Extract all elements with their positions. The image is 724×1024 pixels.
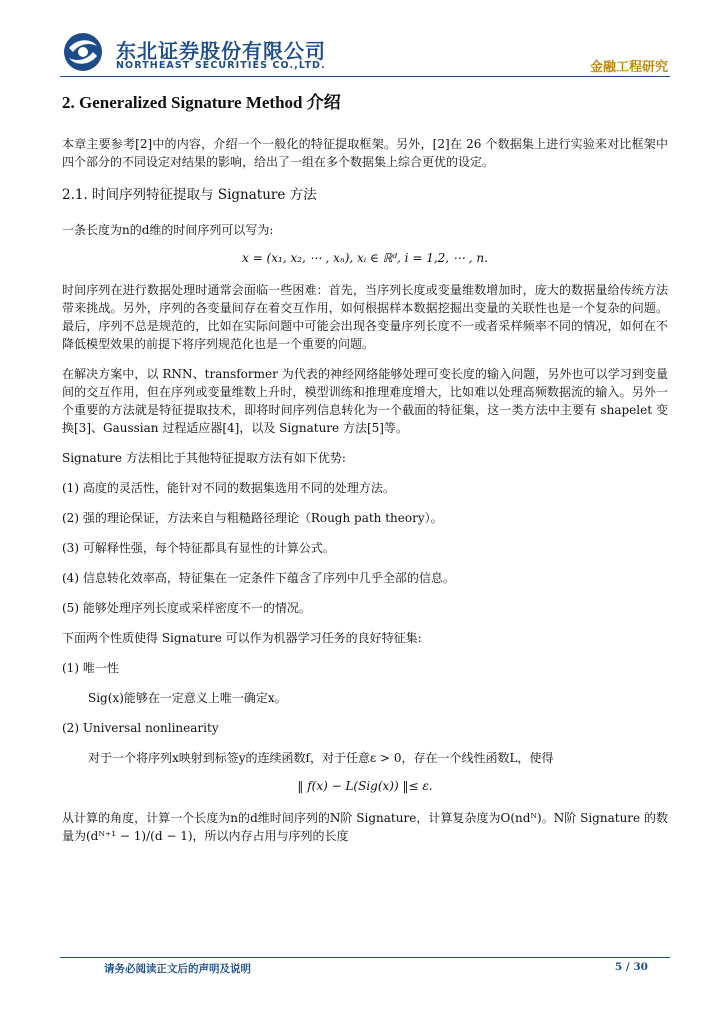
list-item: (4) 信息转化效率高，特征集在一定条件下蕴含了序列中几乎全部的信息。 xyxy=(62,571,455,585)
list-item: (5) 能够处理序列长度或采样密度不一的情况。 xyxy=(62,601,311,615)
footer-divider xyxy=(60,957,670,958)
property-2-title: (2) Universal nonlinearity xyxy=(62,721,219,735)
subsection-title: 2.1. 时间序列特征提取与 Signature 方法 xyxy=(62,187,317,203)
formula-approximation: ‖ f(x) − L(Sig(x)) ‖≤ ε. xyxy=(297,779,433,793)
company-name-en: NORTHEAST SECURITIES CO.,LTD. xyxy=(116,60,326,71)
page-header xyxy=(60,30,670,76)
intro-paragraph: 本章主要参考[2]中的内容，介绍一个一般化的特征提取框架。另外，[2]在 26 个数据集上进行实验来对比框架中四个部分的不同设定对结果的影响，给出了一组在多个数据集上综合更优的设定。 xyxy=(62,137,668,169)
paragraph-2: 时间序列在进行数据处理时通常会面临一些困难：首先，当序列长度或变量维数增加时，庞大的数据量给传统方法带来挑战。另外，序列的各变量间存在着交互作用，如何根据样本数据挖掘出变量的关联性也是一个复杂的问题。最后，序列不总是规范的，比如在实际问题中可能会出现各变量序列长度不一或者采样频率不同的情况，如何在不降低模型效果的前提下将序列规范化也是一个重要的问题。 xyxy=(62,283,668,351)
paragraph-5: 下面两个性质使得 Signature 可以作为机器学习任务的良好特征集: xyxy=(62,631,422,645)
list-item: (2) 强的理论保证，方法来自与粗糙路径理论（Rough path theory）。 xyxy=(62,511,443,525)
paragraph-6: 从计算的角度，计算一个长度为n的d维时间序列的N阶 Signature，计算复杂度为O(ndᴺ)。N阶 Signature 的数量为(dᴺ⁺¹ − 1)/(d − 1)，所以内存占用与序列的长度 xyxy=(62,811,668,843)
paragraph-3: 在解决方案中，以 RNN、transformer 为代表的神经网络能够处理可变长度的输入问题，另外也可以学习到变量间的交互作用，但在序列或变量维数上升时，模型训练和推理难度增大，比如难以处理高频数据流的输入。另外一个重要的方法就是特征提取技术，即将时间序列信息转化为一个截面的特征集，这一类方法中主要有 shapelet 变换[3]、Gaussian 过程适应器[4]，以及 Signature 方法[5]等。 xyxy=(62,367,668,435)
formula-sequence: x = (x₁, x₂, ⋯ , xₙ), xᵢ ∈ ℝᵈ, i = 1,2, ⋯ , n. xyxy=(242,251,488,265)
company-name-cn: 东北证券股份有限公司 xyxy=(116,39,326,63)
property-2-text: 对于一个将序列x映射到标签y的连续函数f，对于任意ε > 0，存在一个线性函数L，使得 xyxy=(88,751,554,765)
paragraph-4: Signature 方法相比于其他特征提取方法有如下优势: xyxy=(62,451,346,465)
paragraph-1: 一条长度为n的d维的时间序列可以写为: xyxy=(62,223,274,237)
property-1-text: Sig(x)能够在一定意义上唯一确定x。 xyxy=(88,691,287,705)
document-body xyxy=(62,88,668,857)
section-title: 2. Generalized Signature Method 介绍 xyxy=(62,93,341,112)
department-label: 金融工程研究 xyxy=(589,60,668,75)
footer-notice: 请务必阅读正文后的声明及说明 xyxy=(104,963,251,975)
page-number: 5 / 30 xyxy=(614,961,648,973)
list-item: (1) 高度的灵活性，能针对不同的数据集选用不同的处理方法。 xyxy=(62,481,395,495)
northeast-securities-logo-icon xyxy=(63,32,103,72)
property-1-title: (1) 唯一性 xyxy=(62,661,119,675)
header-divider xyxy=(60,76,670,77)
list-item: (3) 可解释性强，每个特征都具有显性的计算公式。 xyxy=(62,541,335,555)
